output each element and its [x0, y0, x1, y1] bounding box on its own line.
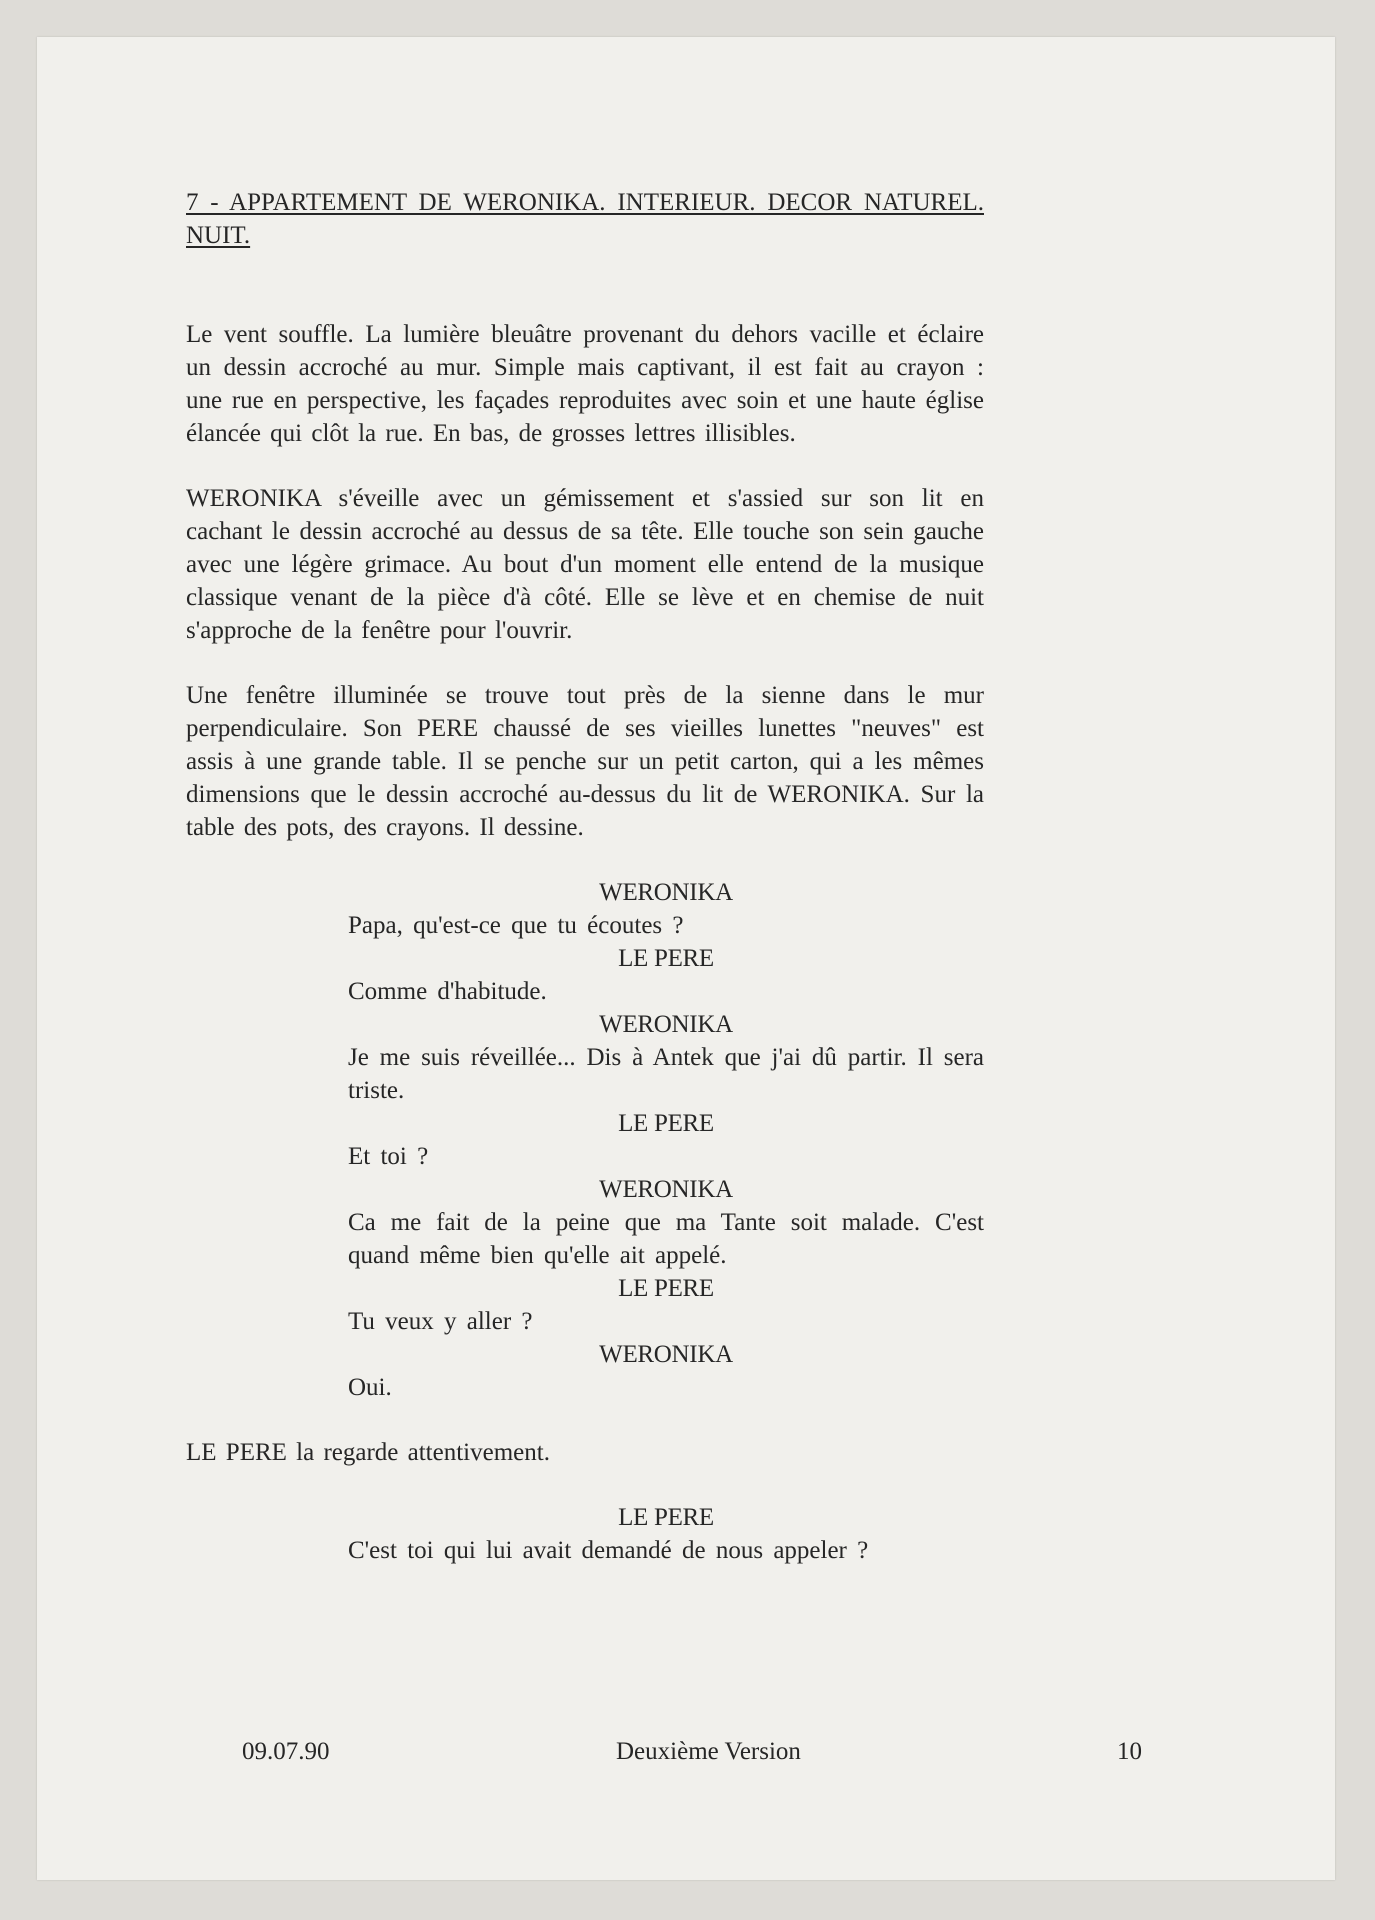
script-page-content [186, 186, 984, 1567]
footer-date: 09.07.90 [242, 1738, 330, 1765]
page-number: 10 [1117, 1738, 1142, 1765]
footer-version: Deuxième Version [616, 1738, 801, 1765]
dialogue-line: Tu veux y aller ? [348, 1308, 533, 1335]
speaker-name: WERONIKA [599, 1011, 733, 1038]
action-paragraph-3: Une fenêtre illuminée se trouve tout près de la sienne dans le mur perpendiculaire. Son PERE chaussé de ses vieilles lunettes "neuves" est assis à une grande table. Il se penche sur un petit carton, qui a les mêmes dimensions que le dessin accroché au-dessus du lit de WERONIKA. Sur la table des pots, des crayons. Il dessine. [186, 682, 984, 841]
dialogue-line: Comme d'habitude. [348, 978, 547, 1005]
dialogue-line: Et toi ? [348, 1143, 429, 1170]
dialogue-block-1 [348, 876, 984, 1404]
dialogue-line: Je me suis réveillée... Dis à Antek que j'ai dû partir. Il sera triste. [348, 1044, 984, 1104]
scene-heading: 7 - APPARTEMENT DE WERONIKA. INTERIEUR. DECOR NATUREL. NUIT. [186, 189, 984, 249]
action-paragraph-1: Le vent souffle. La lumière bleuâtre provenant du dehors vacille et éclaire un dessin accroché au mur. Simple mais captivant, il est fait au crayon : une rue en perspective, les façades reproduites avec soin et une haute église élancée qui clôt la rue. En bas, de grosses lettres illisibles. [186, 321, 984, 447]
action-paragraph-4: LE PERE la regarde attentivement. [186, 1439, 550, 1466]
speaker-name: WERONIKA [599, 1176, 733, 1203]
speaker-name: LE PERE [618, 1110, 714, 1137]
dialogue-line: Ca me fait de la peine que ma Tante soit malade. C'est quand même bien qu'elle ait appelé. [348, 1209, 984, 1269]
speaker-name: LE PERE [618, 1275, 714, 1302]
dialogue-line: Papa, qu'est-ce que tu écoutes ? [348, 912, 684, 939]
speaker-name: LE PERE [618, 945, 714, 972]
dialogue-line: Oui. [348, 1374, 392, 1401]
speaker-name: WERONIKA [599, 879, 733, 906]
action-paragraph-2: WERONIKA s'éveille avec un gémissement et s'assied sur son lit en cachant le dessin accroché au dessus de sa tête. Elle touche son sein gauche avec une légère grimace. Au bout d'un moment elle entend de la musique classique venant de la pièce d'à côté. Elle se lève et en chemise de nuit s'approche de la fenêtre pour l'ouvrir. [186, 485, 984, 644]
speaker-name: LE PERE [618, 1504, 714, 1531]
dialogue-line: C'est toi qui lui avait demandé de nous appeler ? [348, 1537, 869, 1564]
speaker-name: WERONIKA [599, 1341, 733, 1368]
dialogue-block-2 [348, 1501, 984, 1567]
